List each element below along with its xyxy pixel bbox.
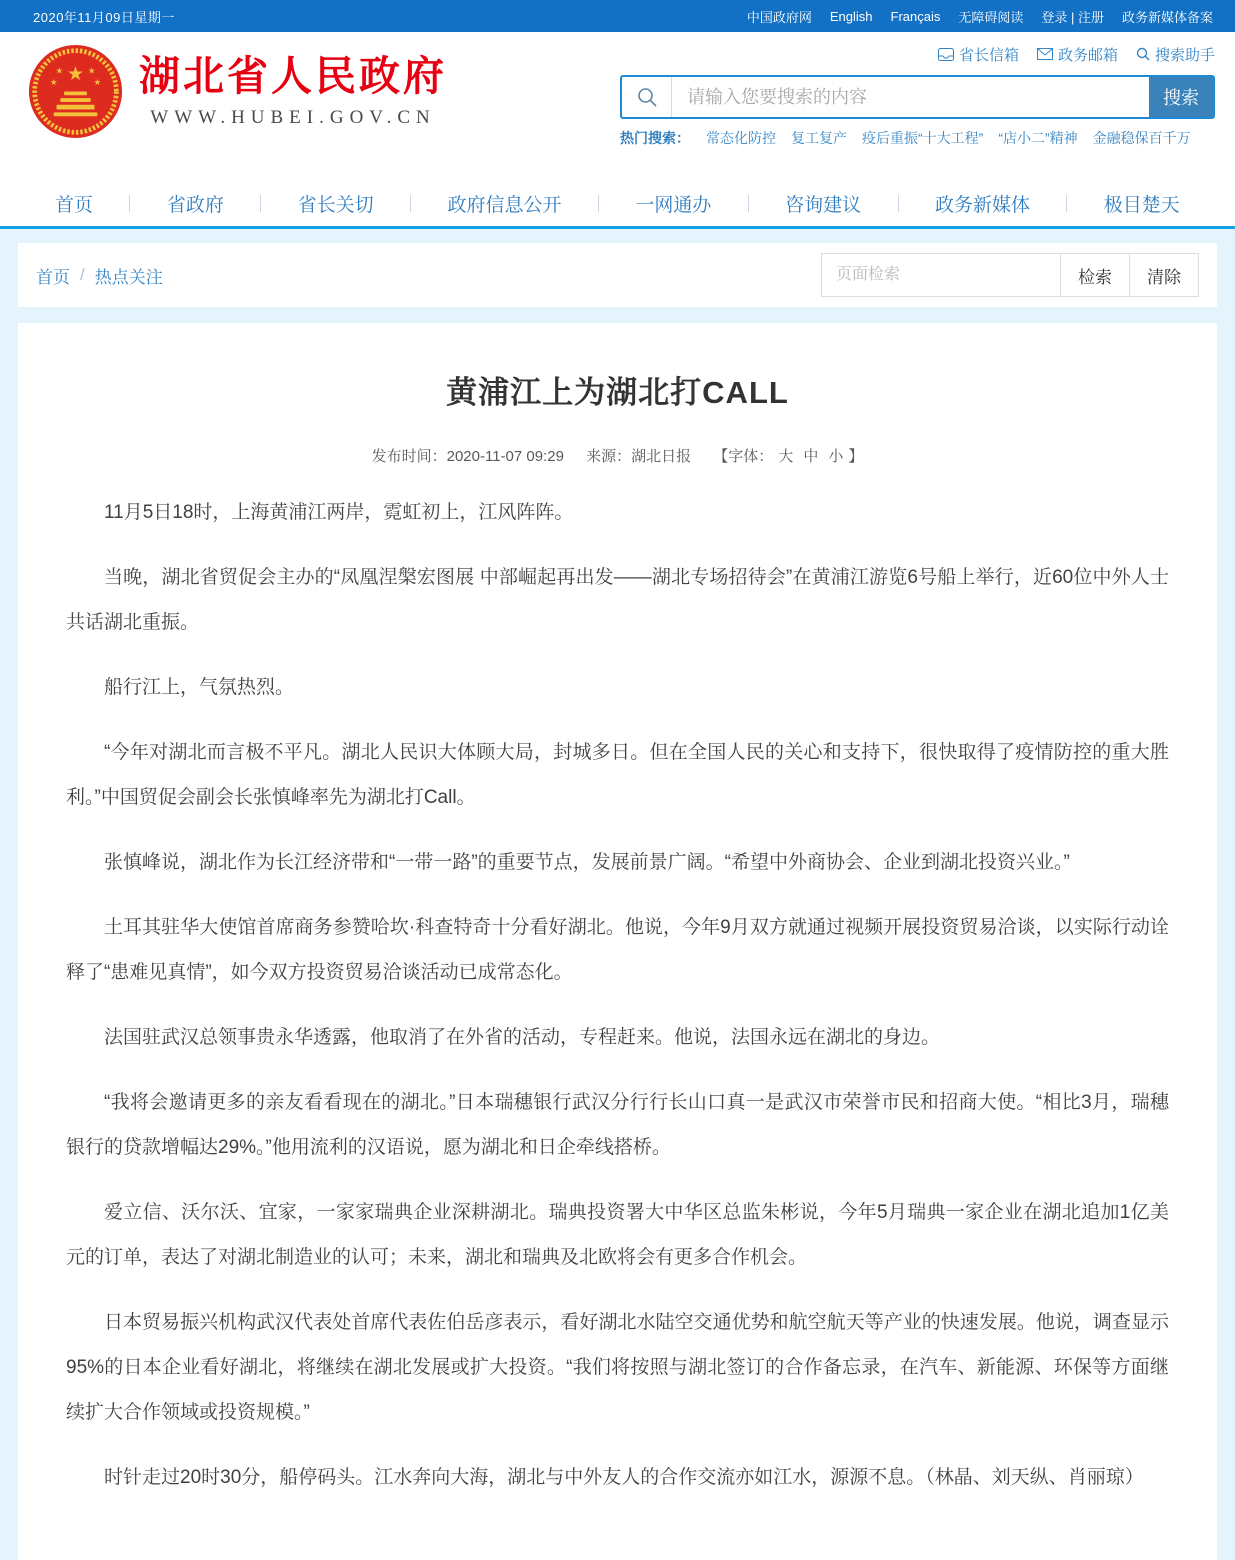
topbar-links [747, 7, 1213, 26]
nav-item[interactable]: 极目楚天 [1103, 194, 1180, 216]
gov-mail-link[interactable] [1037, 44, 1118, 65]
nav-item[interactable]: 政务新媒体 [934, 194, 1030, 216]
mail-icon [1037, 48, 1053, 60]
header-right [620, 40, 1215, 148]
article-paragraph: 当晚，湖北省贸促会主办的“凤凰涅槃宏图展 中部崛起再出发——湖北专场招待会”在黄浦江游览6号船上举行，近60位中外人士共话湖北重振。 [66, 567, 1169, 633]
topbar-link[interactable]: 中国政府网 [746, 9, 812, 25]
font-size-small[interactable]: 小 [828, 448, 844, 465]
hot-search-link[interactable]: 常态化防控 [706, 130, 776, 146]
hot-search-links [706, 128, 1191, 148]
nav-item[interactable]: 首页 [55, 194, 94, 216]
breadcrumb-separator: / [80, 265, 85, 284]
nav-divider [898, 195, 899, 212]
topbar-link[interactable]: English [829, 8, 873, 24]
breadcrumb-home[interactable]: 首页 [36, 267, 70, 287]
font-size-medium[interactable]: 中 [803, 448, 819, 465]
topbar [0, 0, 1235, 32]
topbar-link[interactable]: 无障碍阅读 [958, 9, 1024, 25]
article [18, 323, 1217, 1560]
nav-divider [598, 195, 599, 212]
article-paragraph: 船行江上，气氛热烈。 [104, 677, 295, 698]
hot-search-link[interactable]: 金融稳保百千万 [1092, 130, 1191, 146]
nav-item[interactable]: 咨询建议 [785, 194, 862, 216]
svg-text:★: ★ [93, 76, 102, 87]
hot-search-row [620, 128, 1215, 148]
page-search-input[interactable] [822, 254, 1060, 296]
current-date: 2020年11月09日星期一 [33, 9, 175, 25]
topbar-link[interactable]: 登录 | 注册 [1041, 9, 1104, 25]
governor-mailbox-link[interactable] [938, 44, 1019, 65]
article-paragraph: 日本贸易振兴机构武汉代表处首席代表佐伯岳彦表示，看好湖北水陆空交通优势和航空航天等产业的快速发展。他说，调查显示95%的日本企业看好湖北，将继续在湖北发展或扩大投资。“我们将按照与湖北签订的合作备忘录，在汽车、新能源、环保等方面继续扩大合作领域或投资规模。” [66, 1312, 1169, 1423]
site-text [139, 54, 447, 129]
article-source: 来源：湖北日报 [586, 448, 692, 465]
hot-search-link[interactable]: “店小二”精神 [998, 130, 1078, 146]
svg-text:★: ★ [55, 65, 64, 76]
quick-link-label: 省长信箱 [958, 46, 1019, 64]
page-search-button[interactable]: 检索 [1060, 254, 1129, 296]
article-body [66, 490, 1169, 1500]
article-paragraph: 时针走过20时30分，船停码头。江水奔向大海，湖北与中外友人的合作交流亦如江水，源源不息。（林晶、刘天纵、肖丽琼） [104, 1467, 1144, 1488]
search-icon [622, 77, 672, 117]
article-paragraph: 土耳其驻华大使馆首席商务参赞哈坎·科查特奇十分看好湖北。他说，今年9月双方就通过视频开展投资贸易洽谈，以实际行动诠释了“患难见真情”，如今双方投资贸易洽谈活动已成常态化。 [66, 917, 1169, 983]
national-emblem-icon [28, 44, 123, 139]
article-meta [66, 445, 1169, 466]
site-url: WWW.HUBEI.GOV.CN [150, 107, 436, 129]
hot-search-label: 热门搜索： [620, 130, 690, 146]
nav-item[interactable]: 省长关切 [297, 194, 374, 216]
page-search-clear-button[interactable]: 清除 [1129, 254, 1198, 296]
breadcrumb-bar [18, 243, 1217, 307]
breadcrumb [36, 263, 163, 288]
quick-link-label: 政务邮箱 [1057, 46, 1118, 64]
font-size-control [713, 448, 863, 465]
search-icon [1136, 47, 1150, 61]
page-search [821, 253, 1199, 297]
search-helper-link[interactable] [1136, 44, 1215, 65]
article-title: 黄浦江上为湖北打CALL [446, 375, 789, 410]
search-button[interactable]: 搜索 [1149, 77, 1213, 117]
nav-divider [1066, 195, 1067, 212]
site-header [0, 32, 1235, 180]
site-logo[interactable] [28, 44, 447, 139]
topbar-link[interactable]: 政务新媒体备案 [1121, 9, 1213, 25]
hot-search-link[interactable]: 疫后重振“十大工程” [862, 130, 984, 146]
hot-search-link[interactable]: 复工复产 [791, 130, 847, 146]
quick-link-label: 搜索助手 [1154, 46, 1215, 64]
font-size-prefix: 【字体： [713, 448, 774, 465]
svg-text:★: ★ [49, 76, 58, 87]
nav-divider [260, 195, 261, 212]
topbar-link[interactable]: Français [890, 8, 941, 24]
font-size-large[interactable]: 大 [778, 448, 794, 465]
nav-divider [410, 195, 411, 212]
article-paragraph: “今年对湖北而言极不平凡。湖北人民识大体顾大局，封城多日。但在全国人民的关心和支持下，很快取得了疫情防控的重大胜利。”中国贸促会副会长张慎峰率先为湖北打Call。 [66, 742, 1169, 808]
nav-item[interactable]: 政府信息公开 [447, 194, 562, 216]
svg-text:★: ★ [66, 64, 85, 86]
quick-links [620, 40, 1215, 68]
nav-divider [129, 195, 130, 212]
nav-item[interactable]: 一网通办 [635, 194, 712, 216]
breadcrumb-current[interactable]: 热点关注 [94, 267, 163, 287]
search-input[interactable] [672, 77, 1149, 117]
main-nav [0, 180, 1235, 226]
page-body [0, 229, 1235, 1560]
article-paragraph: 爱立信、沃尔沃、宜家，一家家瑞典企业深耕湖北。瑞典投资署大中华区总监朱彬说，今年5月瑞典一家企业在湖北追加1亿美元的订单，表达了对湖北制造业的认可；未来，湖北和瑞典及北欧将会有更多合作机会。 [66, 1202, 1169, 1268]
publish-time: 发布时间：2020-11-07 09:29 [371, 448, 564, 465]
article-paragraph: 11月5日18时，上海黄浦江两岸，霓虹初上，江风阵阵。 [104, 502, 574, 523]
nav-divider [748, 195, 749, 212]
nav-item[interactable]: 省政府 [166, 194, 224, 216]
svg-text:★: ★ [87, 65, 96, 76]
font-size-suffix: 】 [848, 448, 864, 465]
site-search [620, 75, 1215, 119]
mailbox-icon [938, 48, 954, 61]
site-title: 湖北省人民政府 [139, 52, 447, 99]
article-paragraph: 法国驻武汉总领事贵永华透露，他取消了在外省的活动，专程赶来。他说，法国永远在湖北的身边。 [104, 1027, 941, 1048]
article-paragraph: 张慎峰说，湖北作为长江经济带和“一带一路”的重要节点，发展前景广阔。“希望中外商协会、企业到湖北投资兴业。” [104, 852, 1070, 873]
article-paragraph: “我将会邀请更多的亲友看看现在的湖北。”日本瑞穗银行武汉分行行长山口真一是武汉市荣誉市民和招商大使。“相比3月，瑞穗银行的贷款增幅达29%。”他用流利的汉语说，愿为湖北和日企牵线搭桥。 [66, 1092, 1169, 1158]
